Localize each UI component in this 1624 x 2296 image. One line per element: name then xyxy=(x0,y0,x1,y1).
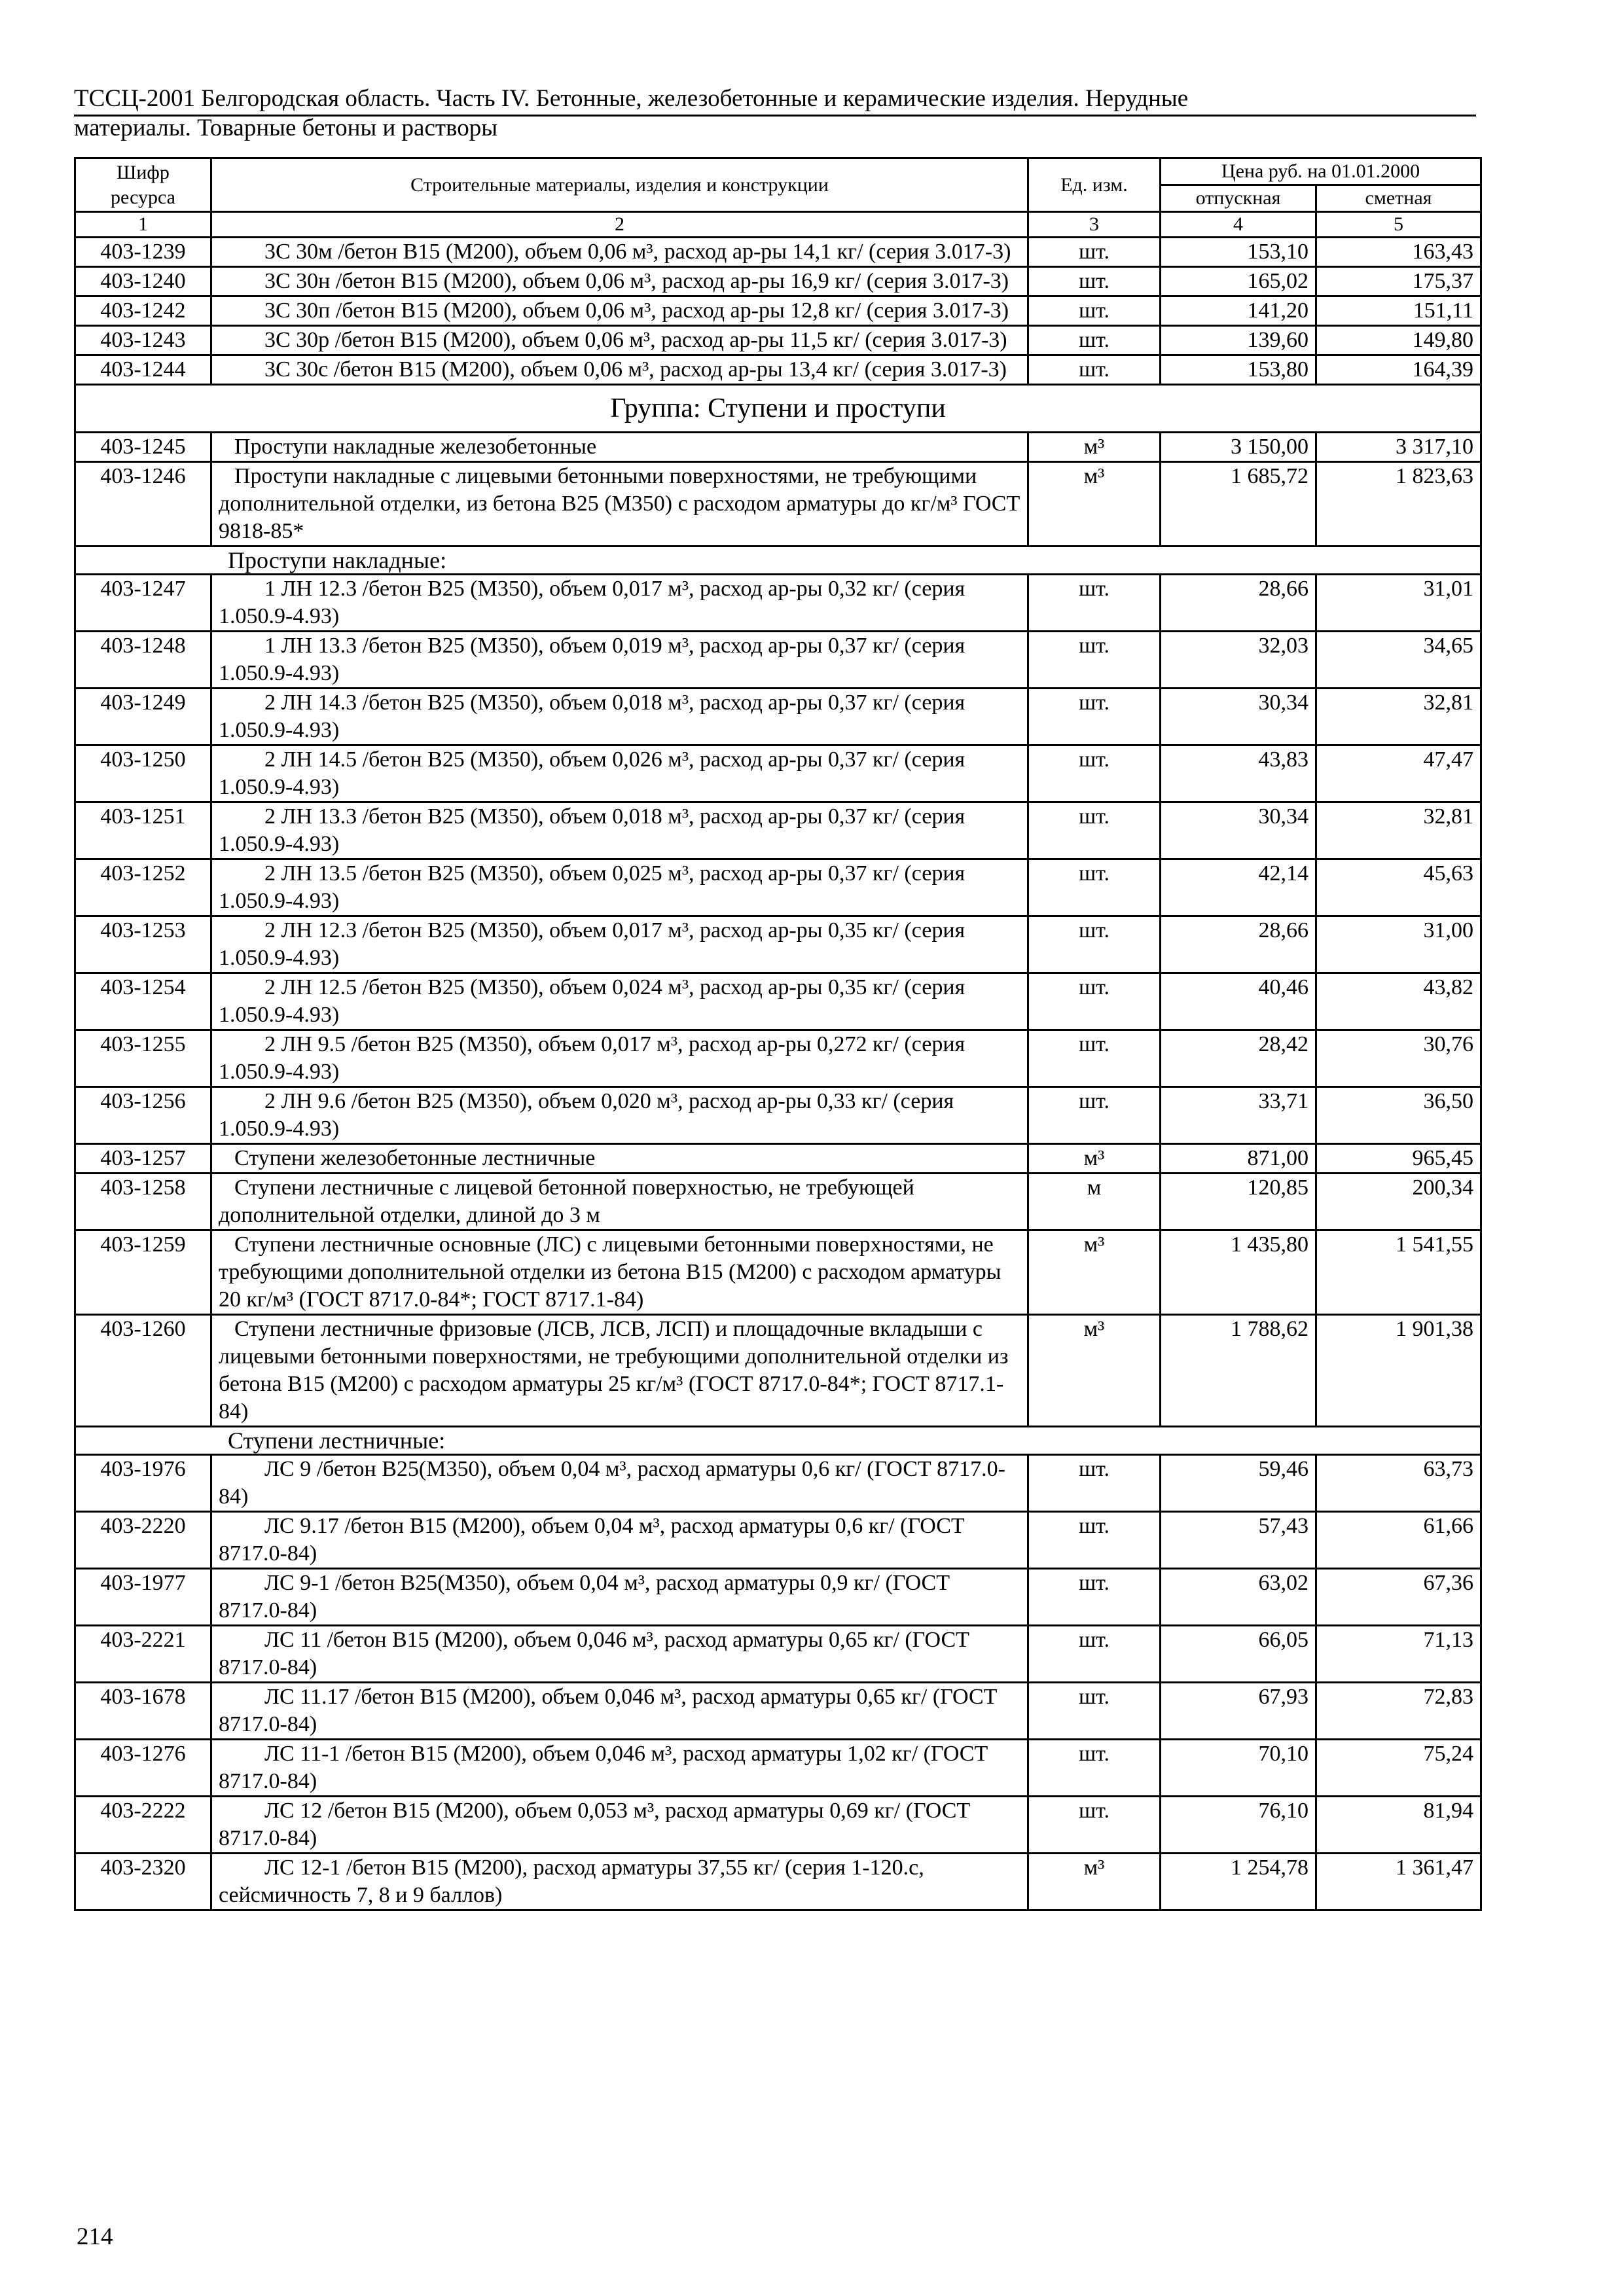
description-text: ЛС 11.17 /бетон В15 (М200), объем 0,046 м³, расход арматуры 0,65 кг/ (ГОСТ 8717.0-84) xyxy=(219,1685,998,1736)
section-stair-items xyxy=(75,1455,1481,1910)
item-description xyxy=(211,1683,1028,1740)
description-text: ЛС 12 /бетон В15 (М200), объем 0,053 м³, расход арматуры 0,69 кг/ (ГОСТ 8717.0-84) xyxy=(219,1799,971,1850)
item-description xyxy=(211,355,1028,385)
item-description xyxy=(211,462,1028,547)
release-price: 120,85 xyxy=(1161,1174,1316,1230)
table-row xyxy=(75,1030,1481,1087)
estimate-price: 43,82 xyxy=(1316,973,1481,1030)
section-group-heading xyxy=(75,385,1481,433)
resource-code: 403-1252 xyxy=(75,859,211,916)
item-description xyxy=(211,1455,1028,1512)
group-title: Группа: Ступени и проступи xyxy=(75,385,1481,433)
description-text: 2 ЛН 14.5 /бетон В25 (М350), объем 0,026 м³, расход ар-ры 0,37 кг/ (серия 1.050.9-4.93) xyxy=(219,747,965,799)
estimate-price: 34,65 xyxy=(1316,632,1481,689)
estimate-price: 1 823,63 xyxy=(1316,462,1481,547)
section-tread-items xyxy=(75,575,1481,1144)
resource-code: 403-2222 xyxy=(75,1797,211,1854)
estimate-price: 71,13 xyxy=(1316,1626,1481,1683)
estimate-price: 149,80 xyxy=(1316,326,1481,355)
description-text: Ступени лестничные основные (ЛС) с лицевыми бетонными поверхностями, не требующими дополнительной отделки из бетона В15 (М200) с расходом арматуры 20 кг/м³ (ГОСТ 8717.0-84*; ГОСТ 8717.1-84) xyxy=(219,1232,1001,1312)
col-header-name: Строительные материалы, изделия и конструкции xyxy=(211,158,1028,212)
unit-of-measure: шт. xyxy=(1028,632,1161,689)
estimate-price: 163,43 xyxy=(1316,238,1481,267)
estimate-price: 30,76 xyxy=(1316,1030,1481,1087)
resource-code: 403-1256 xyxy=(75,1087,211,1144)
description-text: 1 ЛН 13.3 /бетон В25 (М350), объем 0,019 м³, расход ар-ры 0,37 кг/ (серия 1.050.9-4.93) xyxy=(219,634,965,685)
col-header-estimate: сметная xyxy=(1316,185,1481,212)
item-description xyxy=(211,1230,1028,1315)
group-title-row xyxy=(75,385,1481,433)
item-description xyxy=(211,575,1028,632)
resource-code: 403-1243 xyxy=(75,326,211,355)
estimate-price: 67,36 xyxy=(1316,1569,1481,1626)
estimate-price: 151,11 xyxy=(1316,296,1481,326)
item-description xyxy=(211,745,1028,802)
unit-of-measure: шт. xyxy=(1028,575,1161,632)
table-row xyxy=(75,689,1481,745)
estimate-price: 75,24 xyxy=(1316,1740,1481,1797)
header-line-2: материалы. Товарные бетоны и растворы xyxy=(74,115,498,141)
resource-code: 403-1248 xyxy=(75,632,211,689)
resource-code: 403-1245 xyxy=(75,433,211,462)
item-description xyxy=(211,859,1028,916)
estimate-price: 175,37 xyxy=(1316,267,1481,296)
col-header-unit: Ед. изм. xyxy=(1028,158,1161,212)
description-text: Ступени лестничные фризовые (ЛСВ, ЛСВ, ЛСП) и площадочные вкладыши с лицевыми бетонными поверхностями, не требующими дополнительной отделки из бетона В15 (М200) с расходом арматуры 25 кг/м³ (ГОСТ 8717.0-84*; ГОСТ 8717.1-84) xyxy=(219,1317,1009,1424)
estimate-price: 31,00 xyxy=(1316,916,1481,973)
table-row xyxy=(75,802,1481,859)
table-row xyxy=(75,1797,1481,1854)
table-row xyxy=(75,433,1481,462)
unit-of-measure: шт. xyxy=(1028,859,1161,916)
resource-code: 403-1276 xyxy=(75,1740,211,1797)
unit-of-measure: шт. xyxy=(1028,1626,1161,1683)
release-price: 32,03 xyxy=(1161,632,1316,689)
resource-code: 403-1259 xyxy=(75,1230,211,1315)
page-number: 214 xyxy=(77,2223,113,2250)
unit-of-measure: м³ xyxy=(1028,1230,1161,1315)
table-row xyxy=(75,1683,1481,1740)
table-row xyxy=(75,1626,1481,1683)
description-text: Ступени железобетонные лестничные xyxy=(234,1146,596,1170)
table-row xyxy=(75,973,1481,1030)
table-row xyxy=(75,1740,1481,1797)
resource-code: 403-1244 xyxy=(75,355,211,385)
table-row xyxy=(75,1569,1481,1626)
release-price: 28,66 xyxy=(1161,575,1316,632)
page-header xyxy=(74,84,1476,143)
item-description xyxy=(211,1797,1028,1854)
estimate-price: 61,66 xyxy=(1316,1512,1481,1569)
table-row xyxy=(75,1230,1481,1315)
table-row xyxy=(75,1512,1481,1569)
release-price: 141,20 xyxy=(1161,296,1316,326)
item-description xyxy=(211,1512,1028,1569)
release-price: 28,66 xyxy=(1161,916,1316,973)
subgroup-row xyxy=(75,547,1481,575)
resource-code: 403-1260 xyxy=(75,1315,211,1427)
unit-of-measure: шт. xyxy=(1028,1087,1161,1144)
resource-code: 403-1678 xyxy=(75,1683,211,1740)
table-row xyxy=(75,267,1481,296)
table-row xyxy=(75,916,1481,973)
subgroup-title: Проступи накладные: xyxy=(75,547,1481,575)
description-text: 2 ЛН 12.5 /бетон В25 (М350), объем 0,024 м³, расход ар-ры 0,35 кг/ (серия 1.050.9-4.93) xyxy=(219,975,965,1027)
unit-of-measure: шт. xyxy=(1028,1455,1161,1512)
unit-of-measure: м³ xyxy=(1028,462,1161,547)
item-description xyxy=(211,1740,1028,1797)
resource-code: 403-2221 xyxy=(75,1626,211,1683)
item-description xyxy=(211,1315,1028,1427)
unit-of-measure: шт. xyxy=(1028,1683,1161,1740)
table-row xyxy=(75,859,1481,916)
item-description xyxy=(211,238,1028,267)
col-header-code: Шифр ресурса xyxy=(75,158,211,212)
release-price: 153,10 xyxy=(1161,238,1316,267)
table-row xyxy=(75,1174,1481,1230)
release-price: 165,02 xyxy=(1161,267,1316,296)
description-text: 3С 30р /бетон В15 (М200), объем 0,06 м³, расход ар-ры 11,5 кг/ (серия 3.017-3) xyxy=(264,328,1007,352)
description-text: 3С 30п /бетон В15 (М200), объем 0,06 м³, расход ар-ры 12,8 кг/ (серия 3.017-3) xyxy=(264,298,1009,323)
description-text: Ступени лестничные с лицевой бетонной поверхностью, не требующей дополнительной отделки, длиной до 3 м xyxy=(219,1175,914,1227)
description-text: 3С 30с /бетон В15 (М200), объем 0,06 м³, расход ар-ры 13,4 кг/ (серия 3.017-3) xyxy=(264,357,1007,382)
unit-of-measure: шт. xyxy=(1028,973,1161,1030)
resource-code: 403-1240 xyxy=(75,267,211,296)
release-price: 33,71 xyxy=(1161,1087,1316,1144)
table-row xyxy=(75,745,1481,802)
release-price: 28,42 xyxy=(1161,1030,1316,1087)
unit-of-measure: шт. xyxy=(1028,1797,1161,1854)
release-price: 30,34 xyxy=(1161,802,1316,859)
item-description xyxy=(211,632,1028,689)
release-price: 59,46 xyxy=(1161,1455,1316,1512)
release-price: 139,60 xyxy=(1161,326,1316,355)
estimate-price: 1 541,55 xyxy=(1316,1230,1481,1315)
estimate-price: 965,45 xyxy=(1316,1144,1481,1174)
description-text: 2 ЛН 14.3 /бетон В25 (М350), объем 0,018 м³, расход ар-ры 0,37 кг/ (серия 1.050.9-4.93) xyxy=(219,691,965,742)
estimate-price: 164,39 xyxy=(1316,355,1481,385)
item-description xyxy=(211,973,1028,1030)
item-description xyxy=(211,689,1028,745)
estimate-price: 31,01 xyxy=(1316,575,1481,632)
section-wall-panels xyxy=(75,238,1481,385)
section-stairs xyxy=(75,1144,1481,1427)
release-price: 67,93 xyxy=(1161,1683,1316,1740)
unit-of-measure: м³ xyxy=(1028,1315,1161,1427)
resource-code: 403-1977 xyxy=(75,1569,211,1626)
section-subgroup-2 xyxy=(75,1427,1481,1455)
resource-code: 403-1239 xyxy=(75,238,211,267)
release-price: 1 254,78 xyxy=(1161,1854,1316,1910)
item-description xyxy=(211,1030,1028,1087)
table-row xyxy=(75,1854,1481,1910)
resource-code: 403-1251 xyxy=(75,802,211,859)
description-text: 2 ЛН 9.5 /бетон В25 (М350), объем 0,017 м³, расход ар-ры 0,272 кг/ (серия 1.050.9-4.93) xyxy=(219,1032,965,1084)
description-text: Проступи накладные с лицевыми бетонными поверхностями, не требующими дополнительной отделки, из бетона В25 (М350) с расходом арматуры до кг/м³ ГОСТ 9818-85* xyxy=(219,464,1020,543)
table-row xyxy=(75,355,1481,385)
resource-code: 403-2320 xyxy=(75,1854,211,1910)
section-treads xyxy=(75,433,1481,547)
unit-of-measure: шт. xyxy=(1028,745,1161,802)
description-text: 2 ЛН 12.3 /бетон В25 (М350), объем 0,017 м³, расход ар-ры 0,35 кг/ (серия 1.050.9-4.93) xyxy=(219,918,965,970)
description-text: 1 ЛН 12.3 /бетон В25 (М350), объем 0,017 м³, расход ар-ры 0,32 кг/ (серия 1.050.9-4.93) xyxy=(219,577,965,628)
unit-of-measure: шт. xyxy=(1028,238,1161,267)
estimate-price: 72,83 xyxy=(1316,1683,1481,1740)
col-number: 5 xyxy=(1316,212,1481,238)
header-rule xyxy=(74,115,1476,117)
subgroup-row xyxy=(75,1427,1481,1455)
resource-code: 403-1258 xyxy=(75,1174,211,1230)
description-text: Проступи накладные железобетонные xyxy=(234,435,597,459)
item-description xyxy=(211,1144,1028,1174)
subgroup-title: Ступени лестничные: xyxy=(75,1427,1481,1455)
resource-code: 403-1246 xyxy=(75,462,211,547)
estimate-price: 200,34 xyxy=(1316,1174,1481,1230)
unit-of-measure: шт. xyxy=(1028,689,1161,745)
item-description xyxy=(211,296,1028,326)
release-price: 1 788,62 xyxy=(1161,1315,1316,1427)
unit-of-measure: м³ xyxy=(1028,1144,1161,1174)
estimate-price: 3 317,10 xyxy=(1316,433,1481,462)
table-row xyxy=(75,575,1481,632)
unit-of-measure: м³ xyxy=(1028,1854,1161,1910)
release-price: 3 150,00 xyxy=(1161,433,1316,462)
unit-of-measure: шт. xyxy=(1028,1030,1161,1087)
resource-code: 403-1254 xyxy=(75,973,211,1030)
release-price: 871,00 xyxy=(1161,1144,1316,1174)
release-price: 66,05 xyxy=(1161,1626,1316,1683)
item-description xyxy=(211,1854,1028,1910)
unit-of-measure: шт. xyxy=(1028,1512,1161,1569)
unit-of-measure: шт. xyxy=(1028,326,1161,355)
estimate-price: 47,47 xyxy=(1316,745,1481,802)
resource-code: 403-1255 xyxy=(75,1030,211,1087)
item-description xyxy=(211,267,1028,296)
resource-code: 403-1257 xyxy=(75,1144,211,1174)
estimate-price: 1 361,47 xyxy=(1316,1854,1481,1910)
item-description xyxy=(211,1087,1028,1144)
table-row xyxy=(75,326,1481,355)
description-text: 3С 30н /бетон В15 (М200), объем 0,06 м³, расход ар-ры 16,9 кг/ (серия 3.017-3) xyxy=(264,269,1009,293)
item-description xyxy=(211,1174,1028,1230)
col-number: 4 xyxy=(1161,212,1316,238)
resource-code: 403-1253 xyxy=(75,916,211,973)
release-price: 76,10 xyxy=(1161,1797,1316,1854)
release-price: 1 685,72 xyxy=(1161,462,1316,547)
item-description xyxy=(211,326,1028,355)
description-text: ЛС 11-1 /бетон В15 (М200), объем 0,046 м³, расход арматуры 1,02 кг/ (ГОСТ 8717.0-84) xyxy=(219,1742,988,1793)
table-row xyxy=(75,1087,1481,1144)
unit-of-measure: м³ xyxy=(1028,433,1161,462)
table-row xyxy=(75,238,1481,267)
unit-of-measure: шт. xyxy=(1028,1740,1161,1797)
description-text: 2 ЛН 13.3 /бетон В25 (М350), объем 0,018 м³, расход ар-ры 0,37 кг/ (серия 1.050.9-4.93) xyxy=(219,804,965,856)
description-text: 2 ЛН 13.5 /бетон В25 (М350), объем 0,025 м³, расход ар-ры 0,37 кг/ (серия 1.050.9-4.93) xyxy=(219,861,965,913)
col-header-price: Цена руб. на 01.01.2000 xyxy=(1161,158,1481,185)
estimate-price: 45,63 xyxy=(1316,859,1481,916)
item-description xyxy=(211,433,1028,462)
resource-code: 403-2220 xyxy=(75,1512,211,1569)
col-number: 2 xyxy=(211,212,1028,238)
release-price: 63,02 xyxy=(1161,1569,1316,1626)
price-table xyxy=(74,157,1482,1911)
item-description xyxy=(211,1569,1028,1626)
table-row xyxy=(75,1144,1481,1174)
col-number: 3 xyxy=(1028,212,1161,238)
item-description xyxy=(211,1626,1028,1683)
estimate-price: 36,50 xyxy=(1316,1087,1481,1144)
estimate-price: 1 901,38 xyxy=(1316,1315,1481,1427)
column-numbers-row xyxy=(75,212,1481,238)
resource-code: 403-1249 xyxy=(75,689,211,745)
unit-of-measure: шт. xyxy=(1028,355,1161,385)
description-text: ЛС 9 /бетон В25(М350), объем 0,04 м³, расход арматуры 0,6 кг/ (ГОСТ 8717.0-84) xyxy=(219,1457,1005,1509)
description-text: ЛС 9-1 /бетон В25(М350), объем 0,04 м³, расход арматуры 0,9 кг/ (ГОСТ 8717.0-84) xyxy=(219,1571,950,1623)
description-text: 3С 30м /бетон В15 (М200), объем 0,06 м³, расход ар-ры 14,1 кг/ (серия 3.017-3) xyxy=(264,240,1011,264)
estimate-price: 63,73 xyxy=(1316,1455,1481,1512)
table-row xyxy=(75,1315,1481,1427)
release-price: 57,43 xyxy=(1161,1512,1316,1569)
release-price: 30,34 xyxy=(1161,689,1316,745)
release-price: 40,46 xyxy=(1161,973,1316,1030)
section-subgroup-1 xyxy=(75,547,1481,575)
table-row xyxy=(75,1455,1481,1512)
description-text: 2 ЛН 9.6 /бетон В25 (М350), объем 0,020 м³, расход ар-ры 0,33 кг/ (серия 1.050.9-4.93) xyxy=(219,1089,954,1141)
table-row xyxy=(75,296,1481,326)
resource-code: 403-1976 xyxy=(75,1455,211,1512)
resource-code: 403-1250 xyxy=(75,745,211,802)
table-row xyxy=(75,632,1481,689)
description-text: ЛС 12-1 /бетон В15 (М200), расход арматуры 37,55 кг/ (серия 1-120.с, сейсмичность 7, 8 и 9 баллов) xyxy=(219,1856,924,1907)
resource-code: 403-1242 xyxy=(75,296,211,326)
unit-of-measure: шт. xyxy=(1028,802,1161,859)
description-text: ЛС 9.17 /бетон В15 (М200), объем 0,04 м³, расход арматуры 0,6 кг/ (ГОСТ 8717.0-84) xyxy=(219,1514,965,1566)
description-text: ЛС 11 /бетон В15 (М200), объем 0,046 м³, расход арматуры 0,65 кг/ (ГОСТ 8717.0-84) xyxy=(219,1628,969,1679)
table-header-row xyxy=(75,158,1481,185)
estimate-price: 32,81 xyxy=(1316,802,1481,859)
release-price: 43,83 xyxy=(1161,745,1316,802)
resource-code: 403-1247 xyxy=(75,575,211,632)
release-price: 1 435,80 xyxy=(1161,1230,1316,1315)
unit-of-measure: шт. xyxy=(1028,916,1161,973)
estimate-price: 81,94 xyxy=(1316,1797,1481,1854)
release-price: 70,10 xyxy=(1161,1740,1316,1797)
unit-of-measure: м xyxy=(1028,1174,1161,1230)
item-description xyxy=(211,916,1028,973)
item-description xyxy=(211,802,1028,859)
unit-of-measure: шт. xyxy=(1028,267,1161,296)
col-number: 1 xyxy=(75,212,211,238)
table-row xyxy=(75,462,1481,547)
release-price: 42,14 xyxy=(1161,859,1316,916)
header-line-1: ТССЦ-2001 Белгородская область. Часть IV. Бетонные, железобетонные и керамические изделия. Нерудные xyxy=(74,85,1189,112)
unit-of-measure: шт. xyxy=(1028,296,1161,326)
unit-of-measure: шт. xyxy=(1028,1569,1161,1626)
estimate-price: 32,81 xyxy=(1316,689,1481,745)
col-header-release: отпускная xyxy=(1161,185,1316,212)
release-price: 153,80 xyxy=(1161,355,1316,385)
